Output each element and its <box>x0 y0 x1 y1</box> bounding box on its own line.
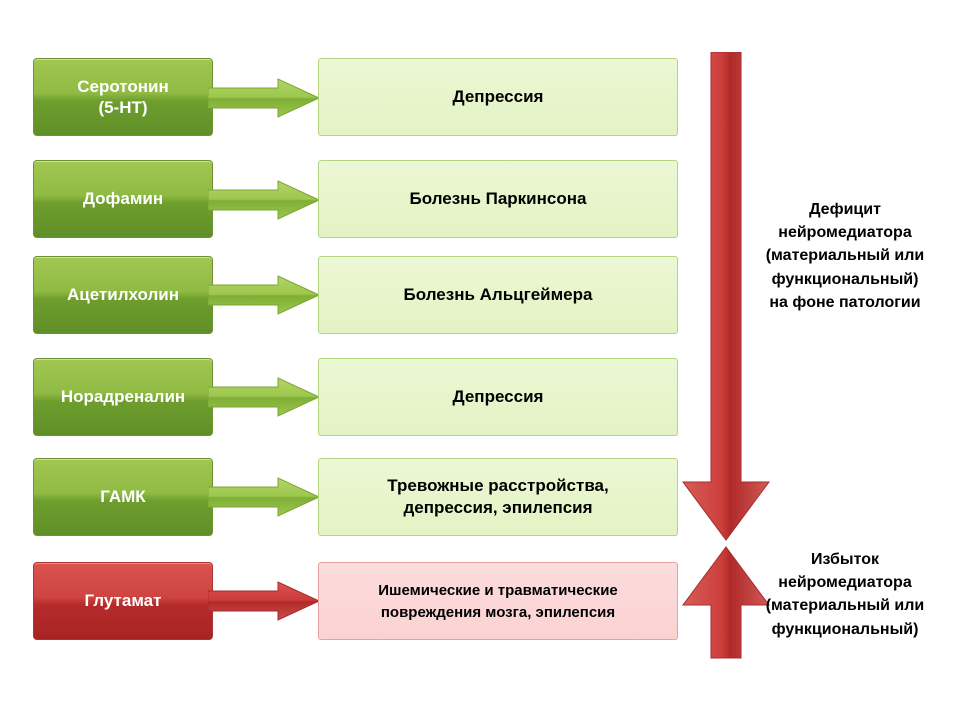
outcome-box-anxiety-depression-epilepsy <box>318 458 678 536</box>
caption-deficit-line1: Дефицит <box>809 201 881 218</box>
outcome-box-depression-noradrenaline <box>318 358 678 436</box>
caption-deficit-line4: функциональный) <box>771 270 919 288</box>
nt-label-line1: ГАМК <box>100 487 146 507</box>
nt-box-gaba <box>33 458 213 536</box>
outcome-box-parkinson <box>318 160 678 238</box>
caption-excess-line4: функциональный) <box>771 620 919 638</box>
nt-label-line1: Ацетилхолин <box>66 285 180 305</box>
nt-box-acetylcholine <box>33 256 213 334</box>
outcome-label-line1: Депрессия <box>452 386 544 406</box>
nt-label-line1: Норадреналин <box>60 387 186 407</box>
arrow-right-icon <box>208 78 320 118</box>
nt-label-line1: Серотонин <box>77 76 169 96</box>
outcome-label-line1: Болезнь Альцгеймера <box>403 284 593 304</box>
caption-deficit-line5: на фоне патологии <box>769 293 921 311</box>
arrow-right-icon <box>208 275 320 315</box>
nt-box-noradrenaline <box>33 358 213 436</box>
caption-deficit-line3: (материальный или <box>765 247 925 265</box>
arrow-right-icon <box>208 581 320 621</box>
caption-excess-line3: (материальный или <box>765 597 925 615</box>
nt-label-line2: (5-НТ) <box>98 98 148 117</box>
caption-deficit <box>735 198 955 314</box>
caption-excess-line2: нейромедиатора <box>778 574 912 592</box>
caption-deficit-line2: нейромедиатора <box>778 224 912 242</box>
arrow-right-icon <box>208 180 320 220</box>
outcome-label-line1: Депрессия <box>452 86 544 106</box>
nt-label-line1: Глутамат <box>84 591 162 611</box>
arrow-right-icon <box>208 377 320 417</box>
outcome-box-brain-injury-epilepsy <box>318 562 678 640</box>
outcome-label-line1: Болезнь Паркинсона <box>409 188 587 208</box>
nt-box-dopamine <box>33 160 213 238</box>
outcome-label-line1: Тревожные расстройства, <box>387 475 609 495</box>
outcome-box-alzheimer <box>318 256 678 334</box>
nt-box-serotonin <box>33 58 213 136</box>
outcome-label-line1: Ишемические и травматические <box>378 581 618 599</box>
nt-box-glutamate <box>33 562 213 640</box>
arrow-right-icon <box>208 477 320 517</box>
caption-excess-line1: Избыток <box>810 551 879 568</box>
nt-label-line1: Дофамин <box>82 189 164 209</box>
outcome-label-line2: повреждения мозга, эпилепсия <box>380 604 616 621</box>
outcome-label-line2: депрессия, эпилепсия <box>403 498 593 517</box>
caption-excess <box>735 548 955 641</box>
outcome-box-depression-serotonin <box>318 58 678 136</box>
